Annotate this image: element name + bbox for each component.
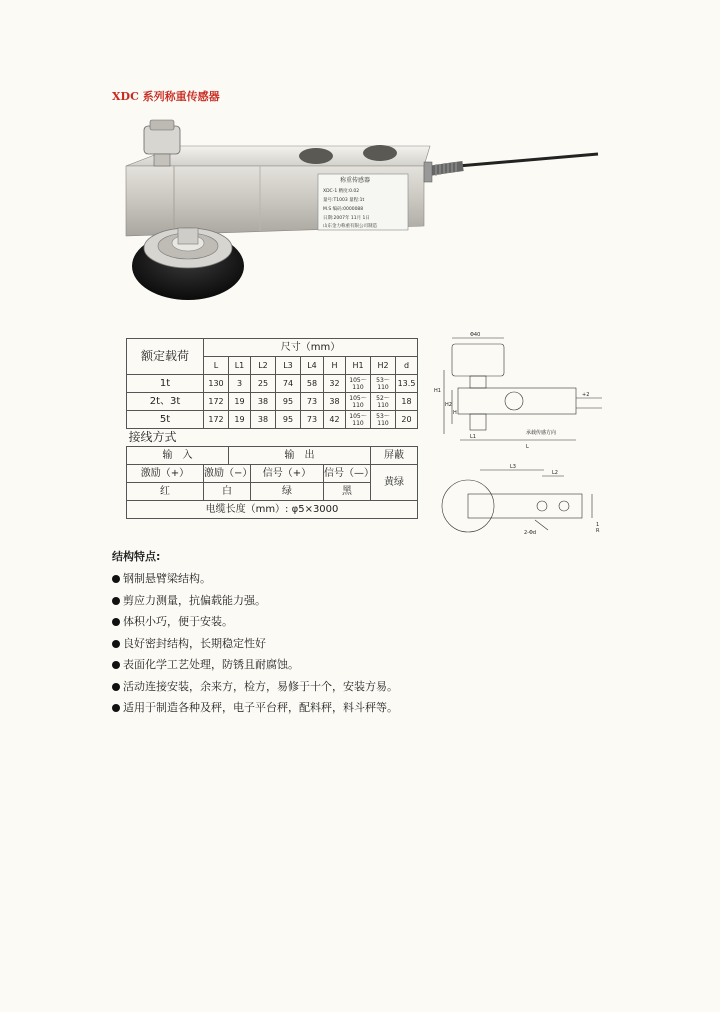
table-cell: 73 xyxy=(301,411,324,429)
feature-text: 良好密封结构，长期稳定性好 xyxy=(123,636,266,650)
dim-r: R xyxy=(596,528,600,534)
table-cell: 38 xyxy=(251,393,276,411)
shield-label: 屏蔽 xyxy=(371,447,418,465)
row-load: 1t xyxy=(127,375,204,393)
nameplate-line2: 量号:T1003 量程:1t xyxy=(323,198,365,203)
features-heading: 结构特点: xyxy=(112,550,161,563)
list-item xyxy=(112,572,398,594)
dim-phi-d: 2-Φd xyxy=(524,530,537,536)
table-cell: 52～110 xyxy=(371,393,396,411)
sig-pos-label: 信号（+） xyxy=(251,465,324,483)
nameplate-line3: M.S 编码:0000088 xyxy=(323,207,364,212)
col-L1: L1 xyxy=(229,357,251,375)
wire-red: 红 xyxy=(127,483,204,501)
table-cell: 73 xyxy=(301,393,324,411)
feature-text: 表面化学工艺处理，防锈且耐腐蚀。 xyxy=(123,658,299,671)
col-L: L xyxy=(204,357,229,375)
table-cell: 38 xyxy=(324,393,346,411)
spec-table xyxy=(126,338,418,519)
table-cell: 58 xyxy=(301,375,324,393)
table-cell: 3 xyxy=(229,375,251,393)
table-cell: 18 xyxy=(396,393,418,411)
bullet-icon xyxy=(112,704,120,712)
nameplate-heading: 称重传感器 xyxy=(340,177,371,184)
wiring-title: 接线方式 xyxy=(127,429,418,447)
feature-text: 体积小巧，便于安装。 xyxy=(123,615,233,628)
page-title: XDC 系列称重传感器 xyxy=(112,90,220,103)
list-item xyxy=(112,637,398,659)
table-cell: 105～110 xyxy=(346,375,371,393)
dim-d40: Φ40 xyxy=(470,332,481,338)
dim-h: H xyxy=(453,410,457,416)
table-cell: 105～110 xyxy=(346,411,371,429)
table-row xyxy=(127,411,418,429)
size-header: 尺寸（mm） xyxy=(204,339,418,357)
dim-l2: L2 xyxy=(552,470,558,476)
feature-text: 钢制悬臂梁结构。 xyxy=(123,572,211,585)
output-label: 输 出 xyxy=(229,447,371,465)
table-cell: 38 xyxy=(251,411,276,429)
col-L3: L3 xyxy=(276,357,301,375)
dim-plus2: +2 xyxy=(582,392,590,398)
bullet-icon xyxy=(112,640,120,648)
table-cell: 25 xyxy=(251,375,276,393)
bullet-icon xyxy=(112,597,120,605)
table-cell: 32 xyxy=(324,375,346,393)
feature-text: 剪应力测量，抗偏载能力强。 xyxy=(123,593,266,607)
wire-green: 绿 xyxy=(251,483,324,501)
dim-h1: H1 xyxy=(434,388,441,394)
dimension-diagram xyxy=(430,330,610,540)
dim-l1: L1 xyxy=(470,434,476,440)
list-item xyxy=(112,680,398,702)
col-H2: H2 xyxy=(371,357,396,375)
table-row xyxy=(127,393,418,411)
col-H: H xyxy=(324,357,346,375)
table-row xyxy=(127,375,418,393)
feature-text: 活动连接安装，余来方，检方，易修于十个，安装方易。 xyxy=(123,679,398,693)
table-cell: 172 xyxy=(204,411,229,429)
dim-h2: H2 xyxy=(445,402,452,408)
table-cell: 95 xyxy=(276,393,301,411)
table-cell: 95 xyxy=(276,411,301,429)
table-cell: 13.5 xyxy=(396,375,418,393)
nameplate-maker: 山东金力称重有限公司制造 xyxy=(323,224,377,229)
table-cell: 130 xyxy=(204,375,229,393)
table-cell: 19 xyxy=(229,411,251,429)
list-item xyxy=(112,615,398,637)
bullet-icon xyxy=(112,618,120,626)
exc-neg-label: 激励（−） xyxy=(204,465,251,483)
col-L4: L4 xyxy=(301,357,324,375)
list-item xyxy=(112,658,398,680)
load-direction-label: 承载传感方向 xyxy=(526,430,557,436)
table-cell: 105～110 xyxy=(346,393,371,411)
table-cell: 53～110 xyxy=(371,411,396,429)
dim-one: 1 xyxy=(596,522,600,528)
bullet-icon xyxy=(112,683,120,691)
bullet-icon xyxy=(112,661,120,669)
sig-neg-label: 信号（—） xyxy=(324,465,371,483)
features-section xyxy=(112,548,398,723)
list-item xyxy=(112,594,398,616)
col-H1: H1 xyxy=(346,357,371,375)
dim-l: L xyxy=(526,444,529,450)
bullet-icon xyxy=(112,575,120,583)
wire-white: 白 xyxy=(204,483,251,501)
table-cell: 20 xyxy=(396,411,418,429)
table-cell: 42 xyxy=(324,411,346,429)
feature-text: 适用于制造各种及秤，电子平台秤，配料秤，料斗秤等。 xyxy=(123,701,398,714)
table-cell: 74 xyxy=(276,375,301,393)
table-cell: 172 xyxy=(204,393,229,411)
col-d: d xyxy=(396,357,418,375)
nameplate-line1: XDC-1 精度:0.02 xyxy=(323,189,360,194)
shield-color: 黄绿 xyxy=(371,465,418,501)
table-cell: 53～110 xyxy=(371,375,396,393)
row-load: 2t、3t xyxy=(127,393,204,411)
dim-l3: L3 xyxy=(510,464,516,470)
load-header: 额定载荷 xyxy=(127,339,204,375)
exc-pos-label: 激励（+） xyxy=(127,465,204,483)
list-item xyxy=(112,701,398,723)
sensor-photo xyxy=(118,118,608,318)
input-label: 输 入 xyxy=(127,447,229,465)
nameplate-line4: 日期:2007年 11月 1日 xyxy=(323,216,370,221)
row-load: 5t xyxy=(127,411,204,429)
cable-length: 电缆长度（mm）: φ5×3000 xyxy=(127,501,418,519)
table-cell: 19 xyxy=(229,393,251,411)
col-L2: L2 xyxy=(251,357,276,375)
wire-black: 黑 xyxy=(324,483,371,501)
